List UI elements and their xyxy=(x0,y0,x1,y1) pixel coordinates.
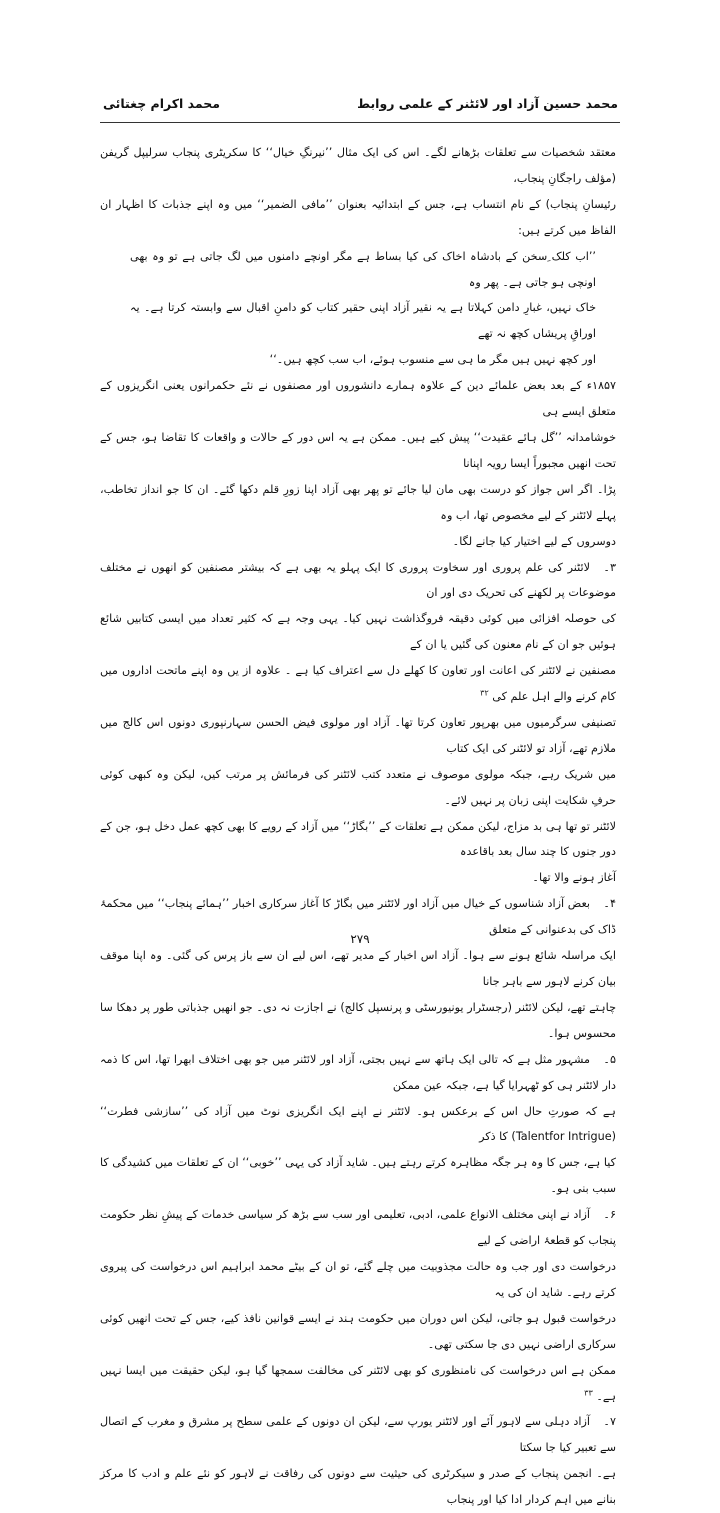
text-line: ہے کہ صورتِ حال اس کے برعکس ہو۔ لائٹنر نے اپنے ایک انگریزی نوٹ میں آزاد کی ’’سازشی فطرت‘‘ (Talentfor Intrigue) کا ذکر xyxy=(100,1104,616,1144)
quote-line: اور کچھ نہیں ہیں مگر ما ہی سے منسوب ہوئے، اب سب کچھ ہیں۔‘‘ xyxy=(269,353,596,367)
text-line: آزاد نے اپنی مختلف الانواع علمی، ادبی، تعلیمی اور سب سے بڑھ کر سیاسی خدمات کے پیشِ نظر حکومت پنجاب کو قطعۂ اراضی کے لیے xyxy=(100,1208,616,1248)
author-name: محمد اکرام چغتائی xyxy=(103,96,221,111)
footnote-marker: ۳۲ xyxy=(480,688,489,698)
page-number: ۲۷۹ xyxy=(350,932,370,946)
text-line: ۱۸۵۷ء کے بعد بعض علمائے دین کے علاوہ ہمارے دانشوروں اور مصنفوں نے نئے حکمرانوں یعنی انگریزوں کے متعلق ایسے ہی xyxy=(100,379,616,419)
text-line: میں شریک رہے، جبکہ مولوی موصوف نے متعدد کتب لائٹنر کی فرمائش پر مرتب کیں، لیکن وہ کبھی کوئی حرفِ شکایت اپنی زبان پر نہیں لائے۔ xyxy=(100,767,616,807)
quote-line: ’’اب کلک ِسخن کے بادشاہ اخاک کی کیا بساط ہے مگر اونچے دامنوں میں لگ جاتی ہے تو وہ بھی اونچی ہو جاتی ہے۔ پھر وہ xyxy=(130,249,596,289)
text-line: رئیسانِ پنجاب) کے نام انتساب ہے، جس کے ابتدائیہ بعنوان ’’مافی الضمیر‘‘ میں وہ اپنے جذبات کا اظہار ان الفاظ میں کرتے ہیں: xyxy=(100,197,616,237)
paragraph-3-line xyxy=(100,658,616,710)
text-line: کی حوصلہ افزائی میں کوئی دقیقہ فروگذاشت نہیں کیا۔ یہی وجہ ہے کہ کثیر تعداد میں ایسی کتابیں شائع ہوئیں جو ان کے نام معنون کی گئیں یا ان کے xyxy=(100,612,616,652)
text-line: درخواست دی اور جب وہ حالت مجذوبیت میں چلے گئے، تو ان کے بیٹے محمد ابراہیم اس درخواست کی پیروی کرتے رہے۔ شاید ان کی یہ xyxy=(100,1259,616,1299)
text-line: چاہتے تھے، لیکن لائٹنر (رجسٹرار یونیورسٹی و پرنسپل کالج) نے اجازت نہ دی۔ جو انھیں جذباتی طور پر دھکا سا محسوس ہوا۔ xyxy=(100,1000,616,1040)
text-line: کیا ہے، جس کا وہ ہر جگہ مظاہرہ کرتے رہتے ہیں۔ شاید آزاد کی یہی ’’خوبی‘‘ ان کے تعلقات میں کشیدگی کا سبب بنی ہو۔ xyxy=(100,1156,616,1196)
quote-line: خاک نہیں، غبارِ دامن کہلاتا ہے یہ نقیر آزاد اپنی حقیر کتاب کو دامنِ اقبال سے وابستہ کرتا ہے۔ یہ اوراقِ پریشاں کچھ نہ تھے xyxy=(130,301,596,341)
paragraph-number: ۵۔ xyxy=(603,1052,616,1066)
text-line: پڑا۔ اگر اس جواز کو درست بھی مان لیا جائے تو پھر بھی آزاد اپنا زورِ قلم دکھا گئے۔ ان کا جو انداز تخاطب، پہلے لائٹنر کے لیے مخصوص تھا، اب وہ xyxy=(100,482,616,522)
paragraph-3-line xyxy=(100,555,616,607)
body-text xyxy=(100,140,616,1513)
text-line: تصنیفی سرگرمیوں میں بھرپور تعاون کرتا تھا۔ آزاد اور مولوی فیض الحسن سہارنپوری دونوں اس کالج میں ملازم تھے، آزاد تو لائٹنر کی ایک کتاب xyxy=(100,715,616,755)
text-line: ایک مراسلہ شائع ہونے سے ہوا۔ آزاد اس اخبار کے مدیر تھے، اس لیے ان سے باز پرس کی گئی۔ وہ اپنا موقف بیان کرنے لاہور سے باہر جانا xyxy=(100,949,616,988)
text-line: مشہور مثل ہے کہ تالی ایک ہاتھ سے نہیں بجتی، آزاد اور لائٹنر میں جو بھی اختلاف ابھرا تھا، اس کا ذمہ دار لائٹنر ہی کو ٹھہرایا گیا ہے، جبکہ عین ممکن xyxy=(100,1052,616,1092)
header-rule xyxy=(100,122,620,123)
text-line: لائٹنر تو تھا ہی بد مزاج، لیکن ممکن ہے تعلقات کے ’’بگاڑ‘‘ میں آزاد کے رویے کا بھی کچھ عمل دخل ہو، جن کے دور جنوں کا چند سال بعد باقاعدہ xyxy=(100,819,616,859)
paragraph-5-line xyxy=(100,1047,616,1099)
paragraph-number: ۷۔ xyxy=(603,1415,616,1429)
paragraph-number: ۳۔ xyxy=(603,560,616,574)
text-line: آزاد دہلی سے لاہور آئے اور لائٹنر یورپ سے، لیکن ان دونوں کے علمی سطح پر مشرق و مغرب کے اتصال سے تعبیر کیا جا سکتا xyxy=(100,1415,616,1455)
text-line: ممکن ہے اس درخواست کی نامنظوری کو بھی لائٹنر کی مخالفت سمجھا گیا ہو، لیکن حقیقت میں ایسا نہیں ہے۔ xyxy=(100,1363,616,1403)
text-line: لائٹنر کی علم پروری اور سخاوت پروری کا ایک پہلو یہ بھی ہے کہ بیشتر مصنفین کو انھوں نے مختلف موضوعات پر لکھنے کی تحریک دی اور ان xyxy=(100,560,616,600)
text-line: معتقد شخصیات سے تعلقات بڑھانے لگے۔ اس کی ایک مثال ’’نیرنگِ خیال‘‘ کا سکریٹری پنجاب سرلیپل گریفن (مؤلف راجگانِ پنجاب، xyxy=(100,146,616,185)
paragraph-6-line xyxy=(100,1202,616,1254)
footnote-marker: ۳۳ xyxy=(584,1387,593,1397)
paragraph-7-line xyxy=(100,1409,616,1461)
text-line: مصنفین نے لائٹنر کی اعانت اور تعاون کا کھلے دل سے اعتراف کیا ہے ۔ علاوہ از یں وہ اپنے ماتحت اداروں میں کام کرنے والے اہل علم کی xyxy=(100,664,616,704)
text-line: بعض آزاد شناسوں کے خیال میں آزاد اور لائٹنر میں بگاڑ کا آغاز سرکاری اخبار ’’ہمائے پنجاب‘‘ میں محکمۂ ڈاک کی بدعنوانی کے متعلق xyxy=(100,897,616,937)
text-line: خوشامدانہ ’’گل ہائے عقیدت‘‘ پیش کیے ہیں۔ ممکن ہے یہ اس دور کے حالات و واقعات کا تقاضا ہو، جس کے تحت انھیں مجبوراً ایسا رویہ اپنانا xyxy=(100,430,616,470)
paragraph-6-line xyxy=(100,1358,616,1410)
paragraph-number: ۶۔ xyxy=(603,1208,616,1222)
text-line: ہے۔ انجمن پنجاب کے صدر و سیکرٹری کی حیثیت سے دونوں کی رفاقت نے لاہور کو نئے علم و ادب کا مرکز بنانے میں اہم کردار ادا کیا اور پنجاب xyxy=(100,1467,616,1507)
paragraph-number: ۴۔ xyxy=(603,897,616,911)
text-line: آغاز ہونے والا تھا۔ xyxy=(532,871,616,885)
text-line: دوسروں کے لیے اختیار کیا جانے لگا۔ xyxy=(452,534,616,548)
running-title: محمد حسین آزاد اور لائٹنر کے علمی روابط xyxy=(357,96,618,111)
text-line: درخواست قبول ہو جاتی، لیکن اس دوران میں حکومت ہند نے ایسے قوانین نافذ کیے، جس کے تحت انھیں کوئی سرکاری اراضی نہیں دی جا سکتی تھی۔ xyxy=(100,1311,616,1351)
